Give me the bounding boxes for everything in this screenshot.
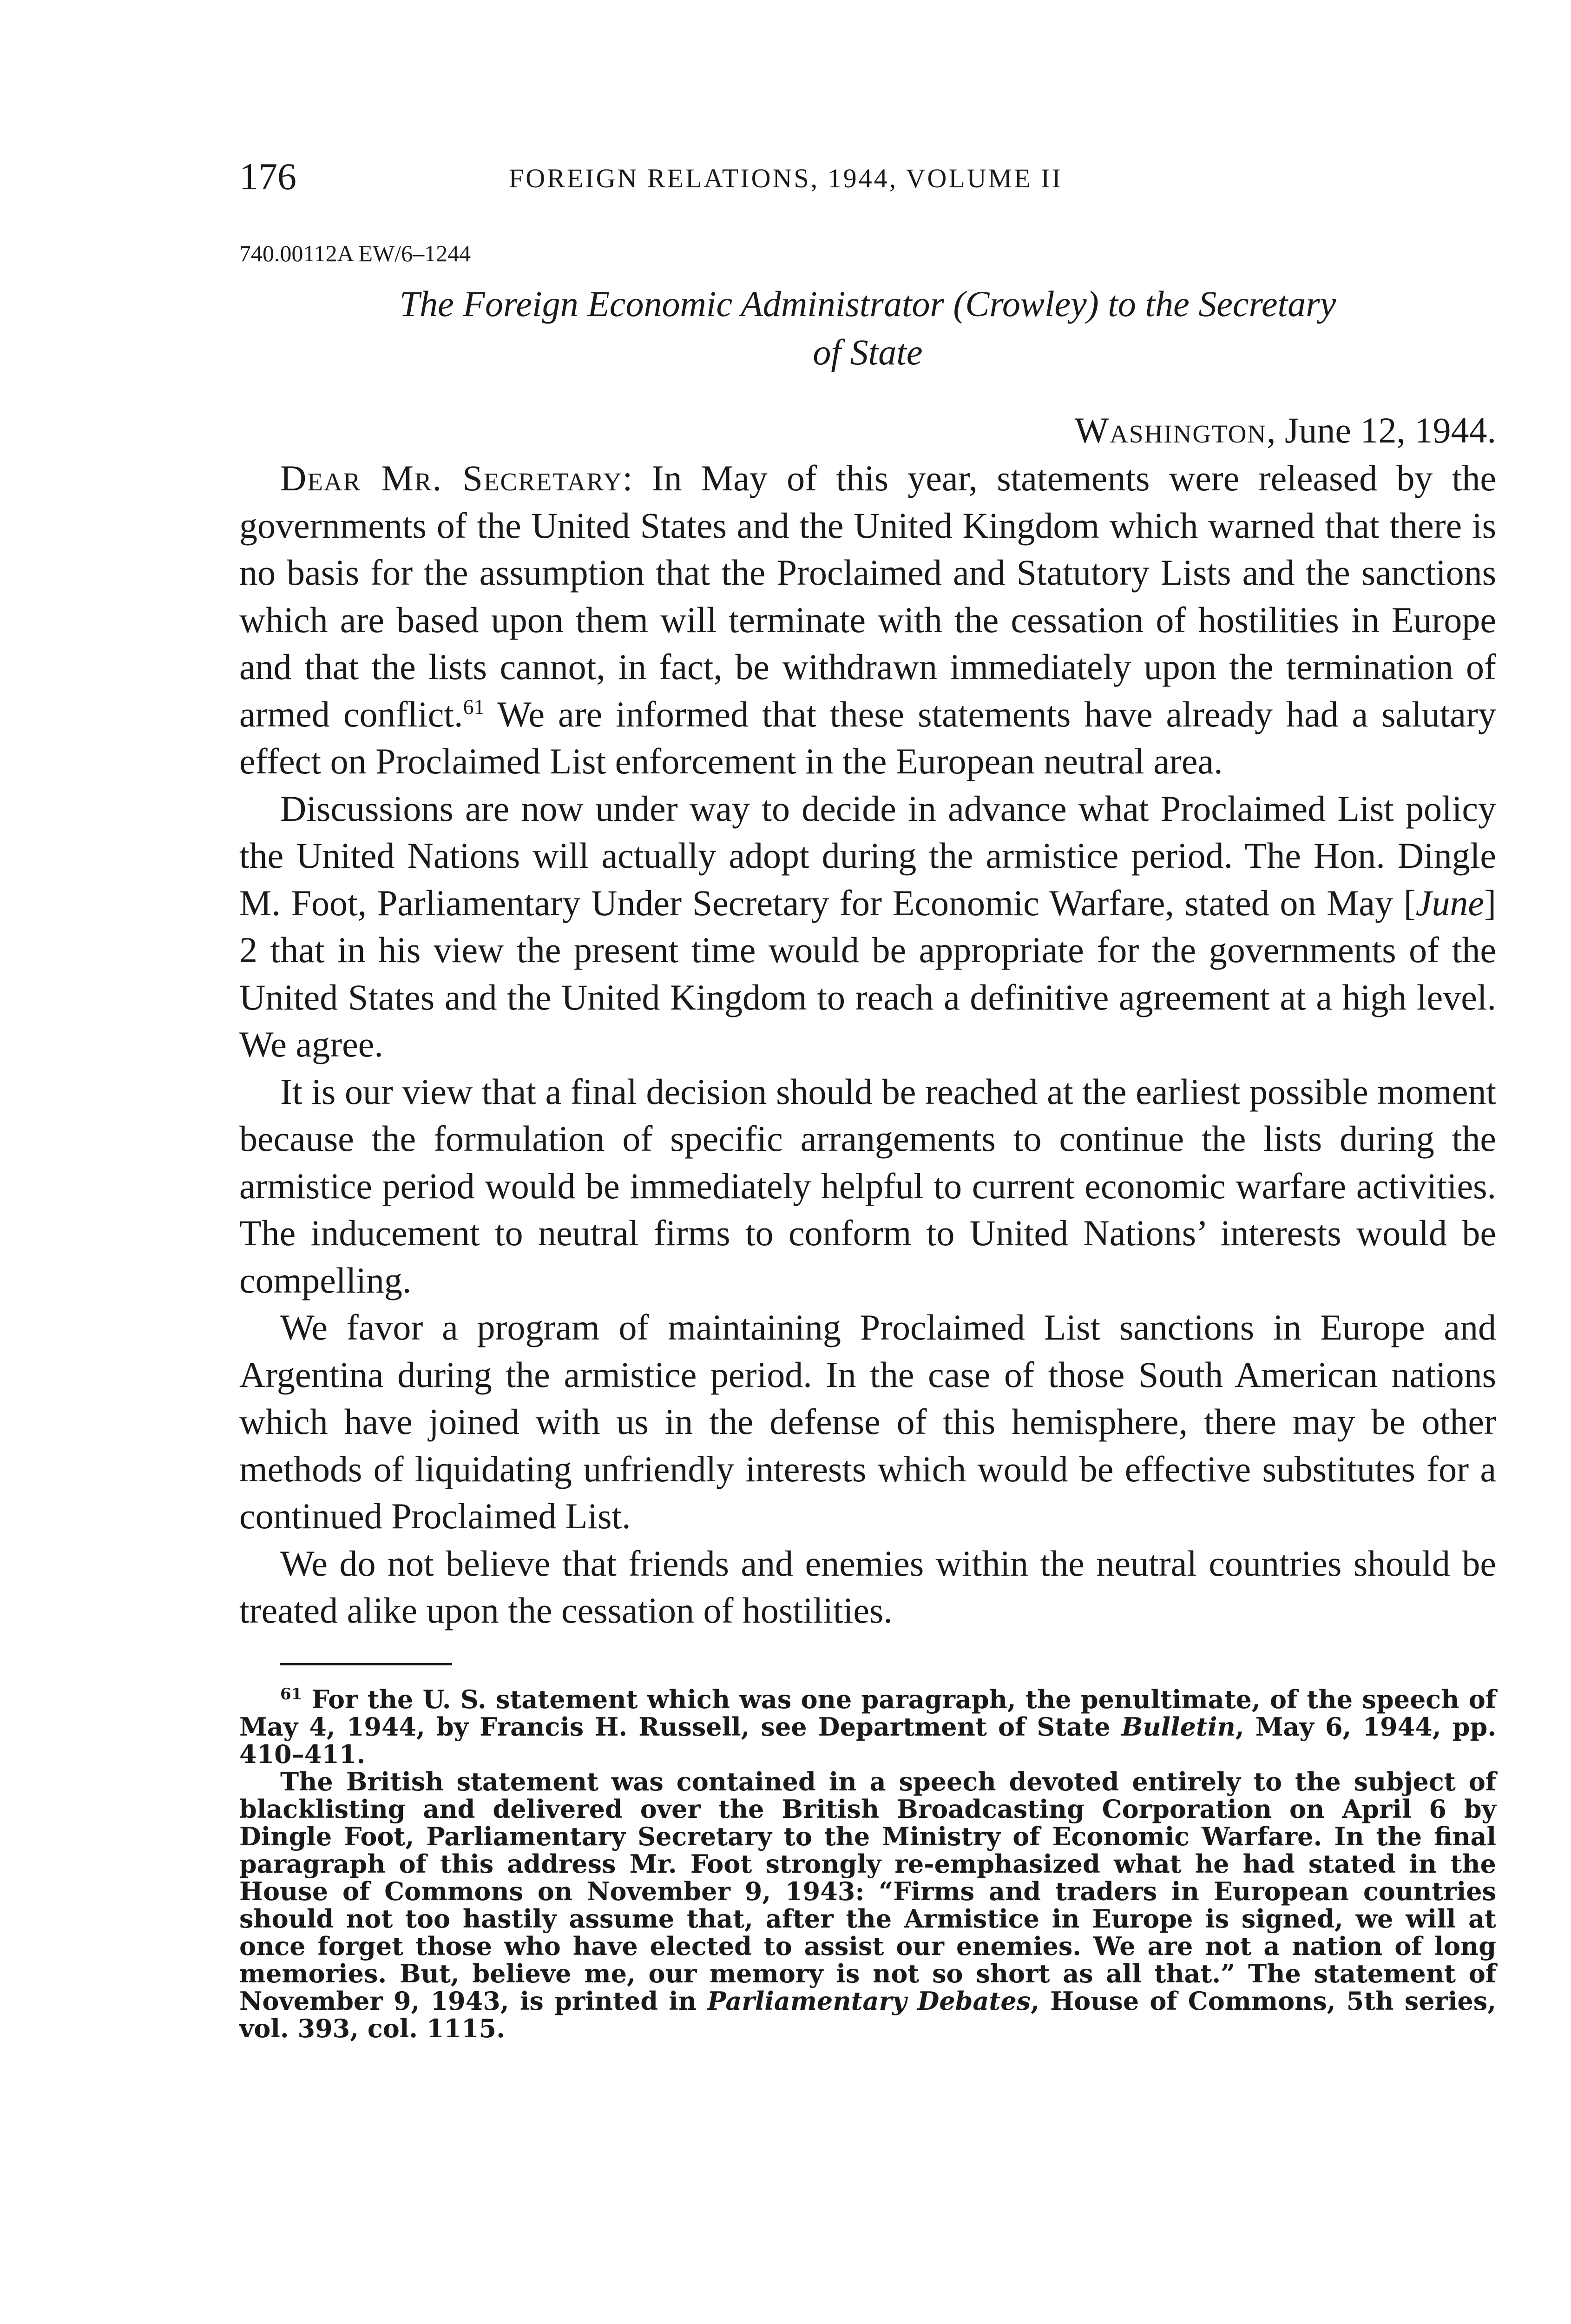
paragraph-2	[239, 785, 1496, 1068]
document-title	[239, 280, 1496, 376]
footnote-1-continued: , May 6, 1944, pp. 410–411.	[239, 1711, 1497, 1769]
paragraph-1	[239, 455, 1496, 785]
paragraph-1-text: : In May of this year, statements were released by the governments of the United States and the United Kingdom which warned that there is no basis for the assumption that the Proclaimed and Statutory Lists and the sanctions which are based upon them will terminate with the cessation of hostilities in Europe and that the lists cannot, in fact, be withdrawn immediately upon the termination of armed conflict.	[239, 458, 1497, 734]
file-number: 740.00112A EW/6–1244	[239, 240, 471, 266]
footnote-1-italic: Bulletin	[1121, 1711, 1236, 1742]
footnote-61-continued	[239, 1768, 1496, 2042]
paragraph-3: It is our view that a final decision should be reached at the earliest possible moment because the formulation of specific arrangements to continue the lists during the armistice period would be immediately helpful to current economic warfare activities. The inducement to neutral firms to conform to United Nations’ interests would be compelling.	[239, 1071, 1496, 1301]
footnote-divider	[280, 1663, 452, 1665]
document-title-line-1: The Foreign Economic Administrator (Crowley) to the Secretary	[399, 284, 1336, 324]
paragraph-2-continued: ] 2 that in his view the present time would be appropriate for the governments of the United States and the United Kingdom to reach a definitive agreement at a high level. We agree.	[239, 882, 1496, 1064]
running-title: FOREIGN RELATIONS, 1944, VOLUME II	[509, 163, 1063, 193]
paragraph-1-continued: We are informed that these statements have already had a salutary effect on Proclaimed List enforcement in the European neutral area.	[239, 693, 1496, 781]
dateline	[239, 406, 1496, 455]
document-page	[239, 153, 1496, 2042]
footnote-2-continued: , House of Commons, 5th series, vol. 393, col. 1115.	[239, 1986, 1496, 2043]
paragraph-2-italic: June	[1415, 882, 1485, 923]
salutation: Dear Mr. Secretary	[280, 458, 623, 498]
footnote-mark: 61	[280, 1684, 302, 1703]
footnotes	[239, 1686, 1496, 2042]
document-title-line-2: of State	[813, 332, 923, 372]
dateline-place: Washington	[1074, 410, 1267, 450]
footnote-1-text: For the U. S. statement which was one paragraph, the penultimate, of the speech of May 4, 1944, by Francis H. Russell, see Department of State	[239, 1684, 1496, 1742]
footnote-2-italic: Parliamentary Debates	[707, 1986, 1031, 2016]
paragraph-2-text: Discussions are now under way to decide in advance what Proclaimed List policy the United Nations will actually adopt during the armistice period. The Hon. Dingle M. Foot, Parliamentary Under Secretary for Economic Warfare, stated on May [	[239, 788, 1496, 923]
letter-body	[239, 455, 1496, 1634]
paragraph-5: We do not believe that friends and enemies within the neutral countries should be treated alike upon the cessation of hostilities.	[239, 1543, 1496, 1631]
page-number: 176	[239, 155, 296, 198]
footnote-2-text: The British statement was contained in a speech devoted entirely to the subject of blacklisting and delivered over the British Broadcasting Corporation on April 6 by Dingle Foot, Parliamentary Secretary to the Ministry of Economic Warfare. In the final paragraph of this address Mr. Foot strongly re-emphasized what he had stated in the House of Commons on November 9, 1943: “Firms and traders in European countries should not too hastily assume that, after the Armistice in Europe is signed, we will at once forget those who have elected to assist our enemies. We are not a nation of long memories. But, believe me, our memory is not so short as all that.” The statement of November 9, 1943, is printed in	[239, 1766, 1496, 2016]
paragraph-4: We favor a program of maintaining Proclaimed List sanctions in Europe and Argentina during the armistice period. In the case of those South American nations which have joined with us in the defense of this hemisphere, there may be other methods of liquidating unfriendly interests which would be effective substitutes for a continued Proclaimed List.	[239, 1307, 1496, 1536]
running-head	[239, 153, 1496, 205]
footnote-reference[interactable]: 61	[463, 694, 485, 719]
dateline-date: , June 12, 1944.	[1267, 410, 1496, 450]
footnote-61	[239, 1686, 1496, 1768]
